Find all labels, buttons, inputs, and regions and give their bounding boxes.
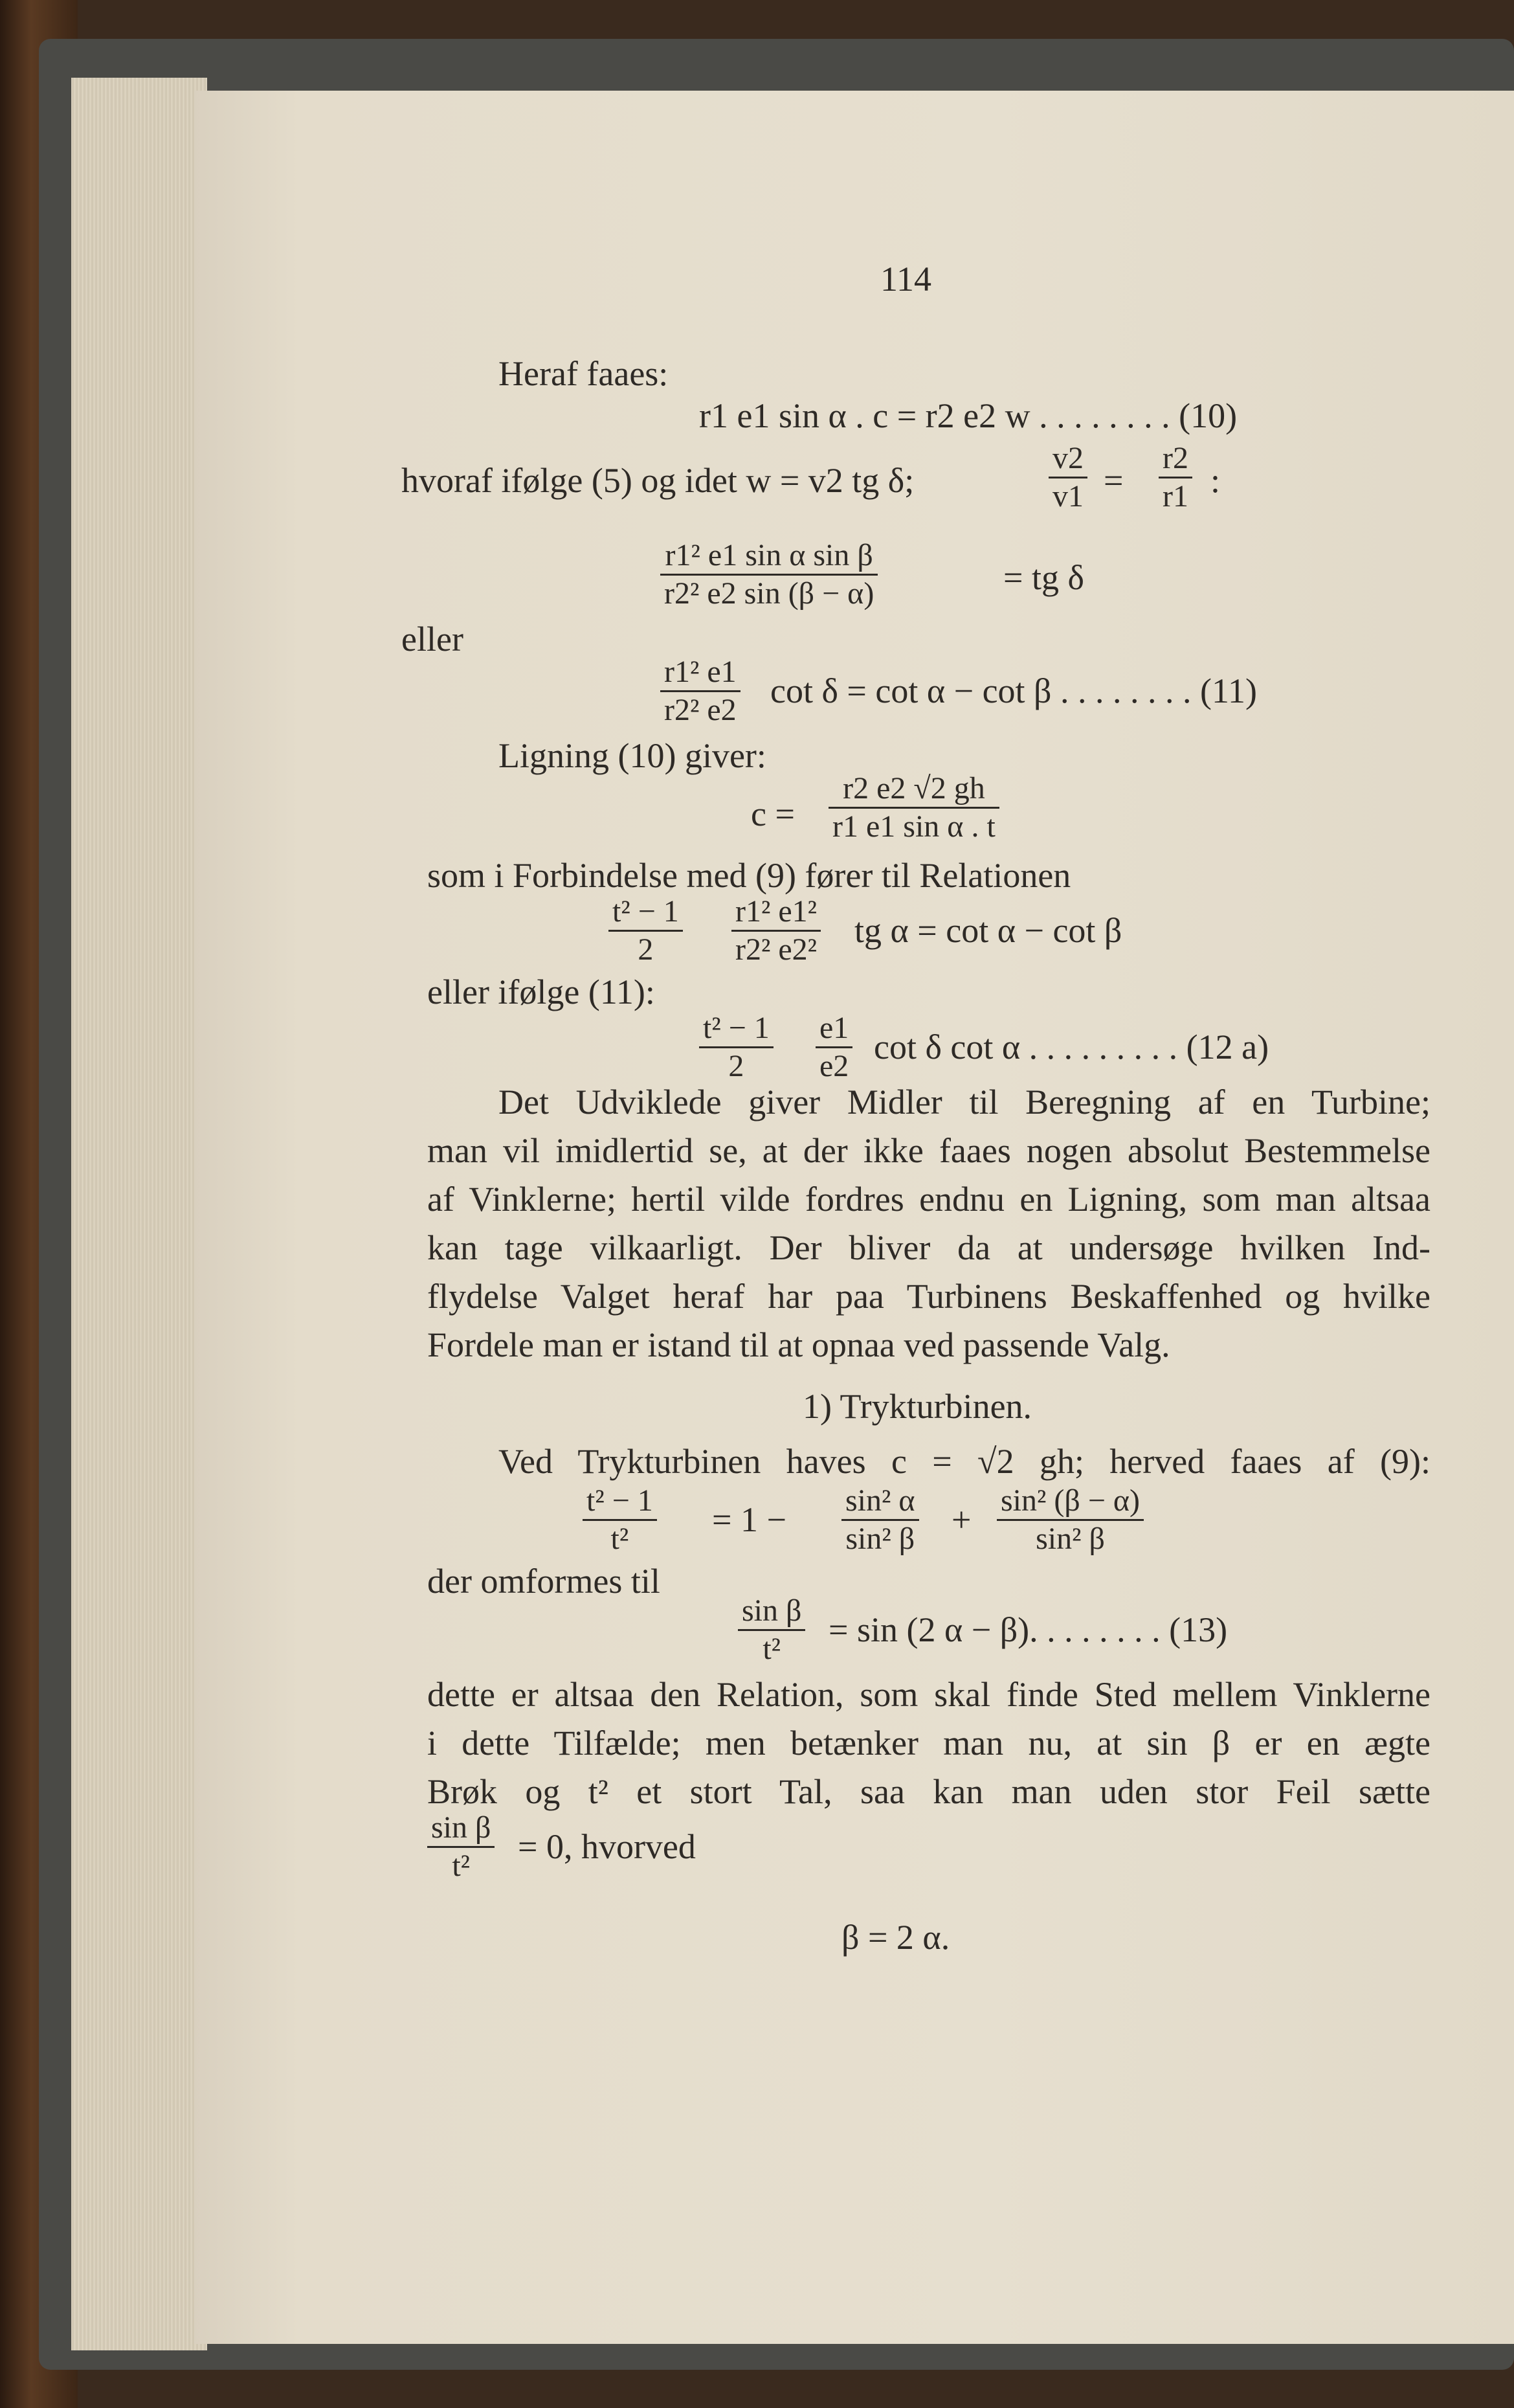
- fraction-denominator: t²: [763, 1632, 781, 1666]
- equation-a-fraction: [660, 537, 878, 612]
- equation-13-fraction: [738, 1593, 805, 1667]
- fraction-r: [1159, 440, 1192, 515]
- equation-t-rhs: tg α = cot α − cot β: [854, 911, 1122, 950]
- plus-sign: +: [952, 1500, 972, 1539]
- text-line: som i Forbindelse med (9) fører til Relationen: [427, 856, 1071, 895]
- fraction-numerator: r2: [1159, 440, 1192, 478]
- fraction-numerator: v2: [1049, 440, 1087, 478]
- fraction-numerator: t² − 1: [583, 1483, 657, 1521]
- fraction-numerator: sin² (β − α): [997, 1483, 1144, 1521]
- fraction-numerator: r1² e1²: [731, 894, 821, 932]
- paragraph-line: kan tage vilkaarligt. Der bliver da at undersøge hvilken Ind-: [427, 1228, 1431, 1267]
- fraction-numerator: r2 e2 √2 gh: [829, 771, 999, 809]
- fraction-numerator: e1: [816, 1010, 852, 1048]
- fraction-numerator: sin² α: [841, 1483, 919, 1521]
- fraction-denominator: 2: [728, 1049, 744, 1083]
- equation-12-fraction-1: [699, 1010, 774, 1085]
- final-equation: β = 2 α.: [841, 1918, 950, 1957]
- fraction-numerator: t² − 1: [608, 894, 683, 932]
- page-edges: [71, 78, 207, 2350]
- fraction-numerator: r1² e1 sin α sin β: [660, 537, 878, 576]
- fraction-denominator: v1: [1052, 479, 1084, 513]
- fraction-denominator: r2² e2 sin (β − α): [664, 576, 874, 611]
- fraction-numerator: sin β: [738, 1593, 805, 1631]
- equation-v-mid: = 1 −: [712, 1500, 786, 1539]
- equation-last-rhs: = 0, hvorved: [518, 1827, 696, 1866]
- fraction-denominator: t²: [610, 1522, 629, 1556]
- colon: :: [1210, 461, 1221, 500]
- fraction-denominator: r1 e1 sin α . t: [832, 809, 996, 844]
- equation-t-fraction-2: [731, 894, 821, 968]
- fraction-denominator: r2² e2²: [735, 932, 818, 967]
- text-line: hvoraf ifølge (5) og idet w = v2 tg δ;: [401, 461, 915, 500]
- equation-12-rhs: cot δ cot α . . . . . . . . . (12 a): [874, 1028, 1269, 1066]
- paragraph-line: dette er altsaa den Relation, som skal finde Sted mellem Vinklerne: [427, 1675, 1431, 1714]
- paragraph-line: Det Udviklede giver Midler til Beregning af en Turbine;: [498, 1083, 1431, 1121]
- paragraph-line: af Vinklerne; hertil vilde fordres endnu en Ligning, som man altsaa: [427, 1180, 1431, 1219]
- text-line: Ligning (10) giver:: [498, 736, 766, 775]
- paragraph-line: Fordele man er istand til at opnaa ved passende Valg.: [427, 1325, 1170, 1364]
- equation-11-fraction: [660, 654, 740, 728]
- fraction-denominator: sin² β: [845, 1522, 915, 1556]
- fraction-numerator: sin β: [427, 1810, 495, 1848]
- text-line: eller ifølge (11):: [427, 973, 655, 1011]
- equation-11-rhs: cot δ = cot α − cot β . . . . . . . . (11): [770, 671, 1257, 710]
- equation-c-lhs: c =: [751, 794, 795, 833]
- fraction-denominator: r2² e2: [664, 693, 737, 727]
- text-line: der omformes til: [427, 1562, 660, 1601]
- equation-12-fraction-2: [816, 1010, 852, 1085]
- fraction-denominator: t²: [452, 1849, 471, 1883]
- page-number: 114: [880, 260, 931, 298]
- text-line: Heraf faaes:: [498, 354, 669, 393]
- paragraph-line: flydelse Valget heraf har paa Turbinens Beskaffenhed og hvilke: [427, 1277, 1431, 1316]
- fraction-numerator: r1² e1: [660, 654, 740, 692]
- paragraph-line: Brøk og t² et stort Tal, saa kan man uden stor Feil sætte: [427, 1772, 1431, 1811]
- fraction-denominator: r1: [1163, 479, 1188, 513]
- equals-sign: =: [1104, 461, 1124, 500]
- equation-last-fraction: [427, 1810, 495, 1884]
- book-page: [194, 91, 1514, 2344]
- fraction-numerator: t² − 1: [699, 1010, 774, 1048]
- paragraph-line: man vil imidlertid se, at der ikke faaes nogen absolut Bestemmelse: [427, 1131, 1431, 1170]
- fraction-denominator: 2: [638, 932, 654, 967]
- paragraph-line: Ved Trykturbinen haves c = √2 gh; herved faaes af (9):: [498, 1442, 1431, 1481]
- fraction-denominator: sin² β: [1036, 1522, 1105, 1556]
- equation-c-fraction: [829, 771, 999, 845]
- equation-a-rhs: = tg δ: [1003, 558, 1084, 597]
- text-line: eller: [401, 620, 463, 658]
- equation-10: r1 e1 sin α . c = r2 e2 w . . . . . . . . (10): [699, 396, 1238, 435]
- paragraph-line: i dette Tilfælde; men betænker man nu, at sin β er en ægte: [427, 1724, 1431, 1762]
- equation-v-fraction-3: [997, 1483, 1144, 1557]
- fraction-denominator: e2: [819, 1049, 849, 1083]
- equation-v-fraction-2: [841, 1483, 919, 1557]
- equation-v-fraction-1: [583, 1483, 657, 1557]
- fraction-v: [1049, 440, 1087, 515]
- equation-t-fraction-1: [608, 894, 683, 968]
- equation-13-rhs: = sin (2 α − β). . . . . . . . (13): [829, 1610, 1228, 1649]
- section-heading: 1) Trykturbinen.: [803, 1387, 1032, 1426]
